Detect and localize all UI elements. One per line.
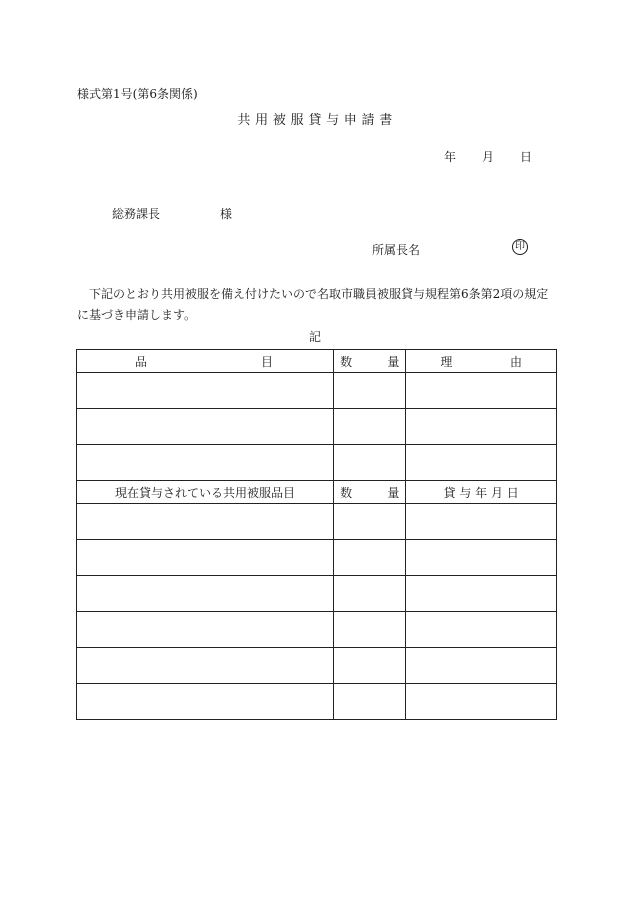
loan-date-cell[interactable]	[406, 540, 557, 576]
table-row	[77, 409, 557, 445]
quantity-cell[interactable]	[334, 540, 406, 576]
quantity-cell[interactable]	[334, 373, 406, 409]
addressee	[112, 205, 232, 222]
header-current-items: 現在貸与されている共用被服品目	[77, 481, 334, 504]
header-item: 品 目	[77, 350, 334, 373]
item-cell[interactable]	[77, 373, 334, 409]
current-item-cell[interactable]	[77, 576, 334, 612]
loan-date-cell[interactable]	[406, 684, 557, 720]
current-item-cell[interactable]	[77, 612, 334, 648]
document-title: 共 用 被 服 貸 与 申 請 書	[237, 113, 393, 128]
table2-header-row	[77, 481, 557, 504]
form-number: 様式第1号(第6条関係)	[77, 87, 198, 101]
addressee-honorific: 様	[220, 207, 233, 221]
loan-date-cell[interactable]	[406, 648, 557, 684]
table-row	[77, 540, 557, 576]
date-line	[444, 148, 532, 165]
table1-header-row	[77, 350, 557, 373]
table-row	[77, 373, 557, 409]
current-item-cell[interactable]	[77, 684, 334, 720]
ki-heading: 記	[308, 330, 321, 344]
header-loan-date: 貸 与 年 月 日	[406, 481, 557, 504]
quantity-cell[interactable]	[334, 684, 406, 720]
current-item-cell[interactable]	[77, 648, 334, 684]
loan-date-cell[interactable]	[406, 612, 557, 648]
table-row	[77, 684, 557, 720]
quantity-cell[interactable]	[334, 409, 406, 445]
loan-date-cell[interactable]	[406, 504, 557, 540]
seal-mark: 印	[512, 239, 528, 255]
quantity-cell[interactable]	[334, 648, 406, 684]
date-day: 日	[520, 150, 533, 164]
application-statement: 下記のとおり共用被服を備え付けたいので名取市職員被服貸与規程第6条第2項の規定に基づき申請します。	[77, 287, 549, 322]
table-row	[77, 445, 557, 481]
table-row	[77, 504, 557, 540]
quantity-cell[interactable]	[334, 576, 406, 612]
reason-cell[interactable]	[406, 373, 557, 409]
quantity-cell[interactable]	[334, 612, 406, 648]
addressee-name: 総務課長	[112, 207, 161, 221]
table-row	[77, 648, 557, 684]
applicant-label: 所属長名	[372, 243, 421, 257]
table-row	[77, 576, 557, 612]
application-table	[76, 349, 557, 720]
current-item-cell[interactable]	[77, 540, 334, 576]
header-quantity-2: 数 量	[334, 481, 406, 504]
quantity-cell[interactable]	[334, 504, 406, 540]
item-cell[interactable]	[77, 445, 334, 481]
quantity-cell[interactable]	[334, 445, 406, 481]
item-cell[interactable]	[77, 409, 334, 445]
loan-date-cell[interactable]	[406, 576, 557, 612]
reason-cell[interactable]	[406, 445, 557, 481]
current-item-cell[interactable]	[77, 504, 334, 540]
reason-cell[interactable]	[406, 409, 557, 445]
table-row	[77, 612, 557, 648]
header-quantity: 数 量	[334, 350, 406, 373]
header-reason: 理 由	[406, 350, 557, 373]
date-year: 年	[444, 150, 457, 164]
date-month: 月	[482, 150, 495, 164]
